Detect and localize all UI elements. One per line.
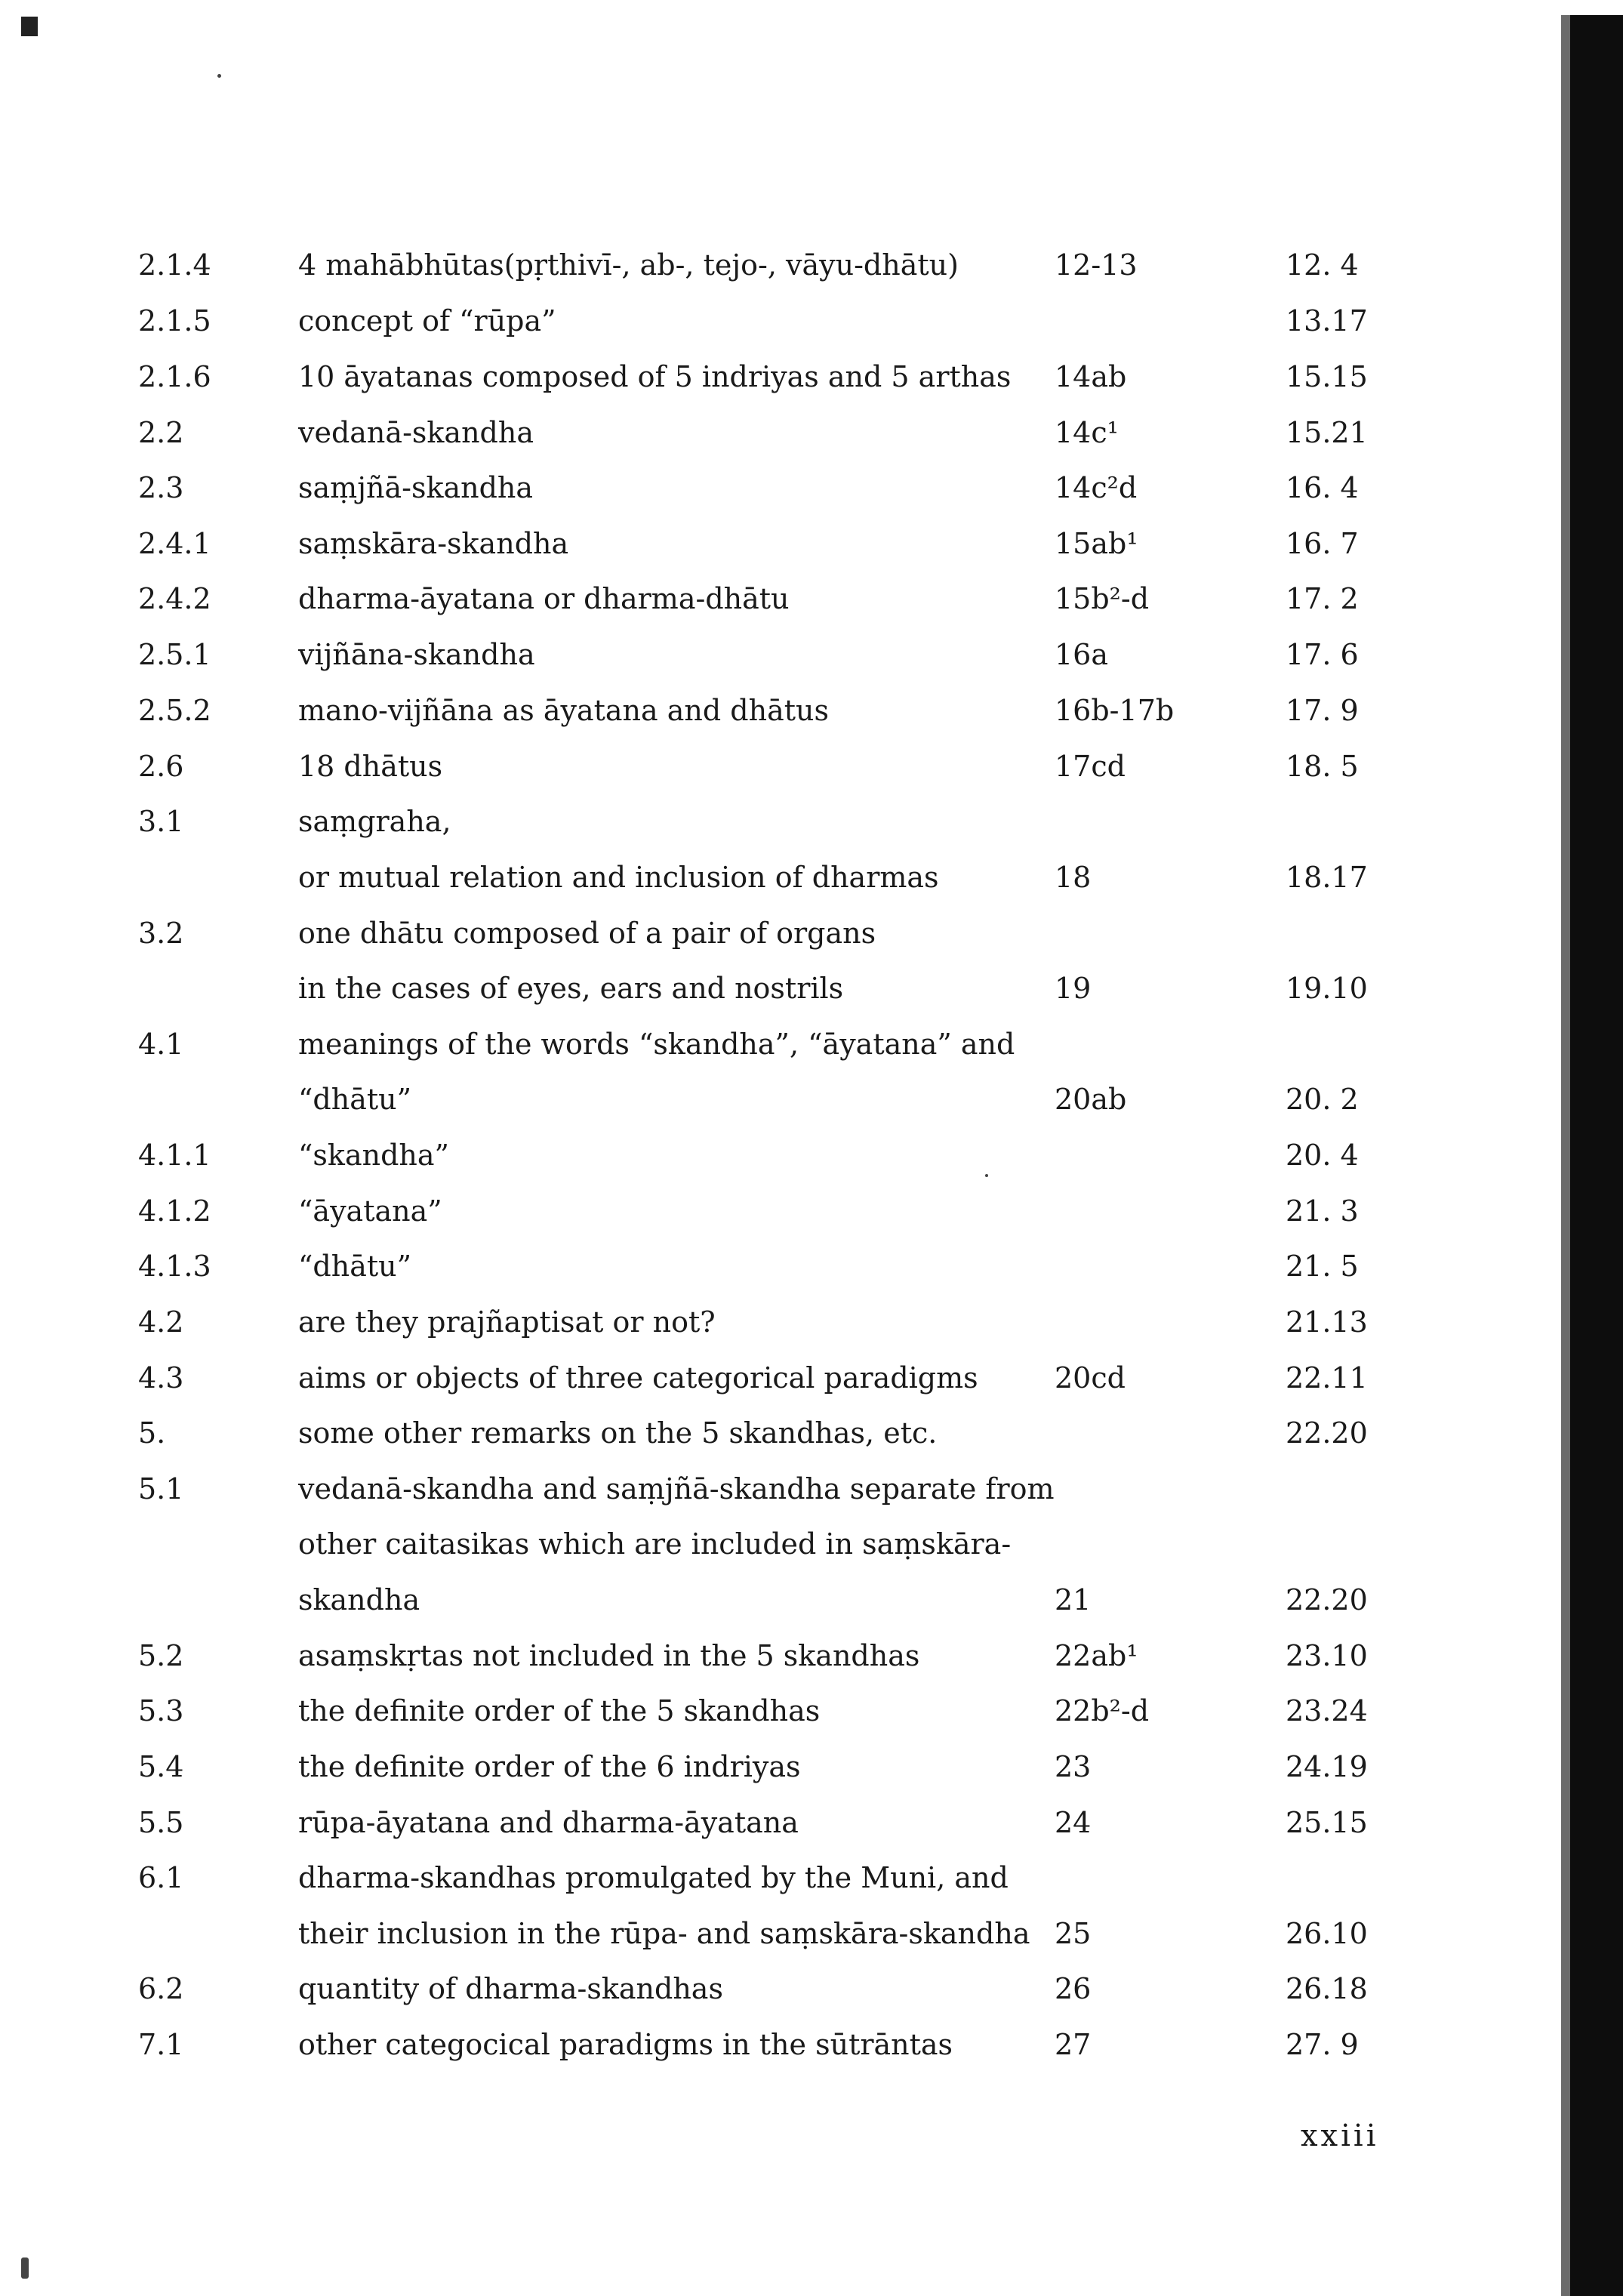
contents-row xyxy=(0,797,1623,846)
section-number: 4.1.1 xyxy=(138,1139,211,1172)
page-ref: 16. 7 xyxy=(1286,527,1359,560)
topic-text: “āyatana” xyxy=(298,1194,442,1228)
verse-ref: 15ab¹ xyxy=(1055,527,1138,560)
contents-row xyxy=(0,408,1623,457)
contents-row xyxy=(0,1798,1623,1847)
section-number: 2.5.2 xyxy=(138,694,211,727)
topic-text: asaṃskṛtas not included in the 5 skandhas xyxy=(298,1639,920,1672)
page-ref: 25.15 xyxy=(1286,1806,1368,1839)
page-ref: 20. 2 xyxy=(1286,1083,1359,1116)
topic-text: the definite order of the 5 skandhas xyxy=(298,1694,821,1727)
page-ref: 12. 4 xyxy=(1286,248,1359,282)
section-number: 6.2 xyxy=(138,1972,184,2005)
page-ref: 18.17 xyxy=(1286,861,1368,894)
page-ref: 15.21 xyxy=(1286,416,1368,449)
section-number: 4.3 xyxy=(138,1361,184,1395)
contents-row xyxy=(0,519,1623,568)
contents-row xyxy=(0,853,1623,901)
verse-ref: 26 xyxy=(1055,1972,1092,2005)
section-number: 2.6 xyxy=(138,750,184,783)
page-ref: 21. 3 xyxy=(1286,1194,1359,1228)
topic-text: vedanā-skandha and saṃjñā-skandha separate from xyxy=(298,1472,1055,1505)
verse-ref: 21 xyxy=(1055,1583,1092,1616)
section-number: 2.5.1 xyxy=(138,638,211,671)
section-number: 2.4.2 xyxy=(138,582,211,615)
verse-ref: 16a xyxy=(1055,638,1109,671)
section-number: 5.3 xyxy=(138,1694,184,1727)
contents-row xyxy=(0,1131,1623,1179)
topic-text: quantity of dharma-skandhas xyxy=(298,1972,723,2005)
page-ref: 22.20 xyxy=(1286,1583,1368,1616)
section-number: 4.1 xyxy=(138,1028,184,1061)
section-number: 2.1.5 xyxy=(138,304,211,337)
topic-text: dharma-skandhas promulgated by the Muni, and xyxy=(298,1861,1009,1894)
speck xyxy=(21,2257,29,2279)
contents-row xyxy=(0,2020,1623,2069)
topic-text: “dhātu” xyxy=(298,1083,412,1116)
page-ref: 15.15 xyxy=(1286,360,1368,393)
topic-text: aims or objects of three categorical paradigms xyxy=(298,1361,978,1395)
contents-row xyxy=(0,1020,1623,1068)
contents-row xyxy=(0,241,1623,289)
contents-row xyxy=(0,1854,1623,1902)
contents-row xyxy=(0,1354,1623,1402)
contents-row xyxy=(0,1743,1623,1791)
contents-row xyxy=(0,1298,1623,1346)
verse-ref: 12-13 xyxy=(1055,248,1138,282)
topic-text: 18 dhātus xyxy=(298,750,443,783)
page-ref: 23.24 xyxy=(1286,1694,1368,1727)
page-ref: 17. 9 xyxy=(1286,694,1359,727)
contents-row xyxy=(0,1520,1623,1568)
section-number: 2.3 xyxy=(138,471,184,504)
page-ref: 21.13 xyxy=(1286,1305,1368,1339)
topic-text: 4 mahābhūtas(pṛthivī-, ab-, tejo-, vāyu-dhātu) xyxy=(298,248,959,282)
topic-text: saṃskāra-skandha xyxy=(298,527,569,560)
page-ref: 26.18 xyxy=(1286,1972,1368,2005)
topic-text: vedanā-skandha xyxy=(298,416,534,449)
verse-ref: 14ab xyxy=(1055,360,1127,393)
topic-text: 10 āyatanas composed of 5 indriyas and 5 arthas xyxy=(298,360,1012,393)
section-number: 7.1 xyxy=(138,2028,184,2061)
section-number: 4.1.2 xyxy=(138,1194,211,1228)
contents-row xyxy=(0,297,1623,345)
topic-text: vijñāna-skandha xyxy=(298,638,535,671)
page-ref: 26.10 xyxy=(1286,1917,1368,1950)
section-number: 2.1.4 xyxy=(138,248,211,282)
verse-ref: 24 xyxy=(1055,1806,1092,1839)
verse-ref: 19 xyxy=(1055,972,1092,1005)
contents-row xyxy=(0,1576,1623,1624)
contents-row xyxy=(0,964,1623,1012)
contents-row xyxy=(0,353,1623,401)
page-ref: 20. 4 xyxy=(1286,1139,1359,1172)
page-ref: 21. 5 xyxy=(1286,1250,1359,1283)
contents-row xyxy=(0,686,1623,735)
contents-row xyxy=(0,1965,1623,2013)
topic-text: some other remarks on the 5 skandhas, etc. xyxy=(298,1416,938,1450)
contents-row xyxy=(0,742,1623,791)
verse-ref: 20cd xyxy=(1055,1361,1126,1395)
contents-row xyxy=(0,1687,1623,1735)
page-ref: 13.17 xyxy=(1286,304,1368,337)
verse-ref: 22b²-d xyxy=(1055,1694,1150,1727)
contents-row xyxy=(0,1909,1623,1958)
topic-text: “skandha” xyxy=(298,1139,449,1172)
verse-ref: 15b²-d xyxy=(1055,582,1150,615)
contents-row xyxy=(0,464,1623,512)
contents-row xyxy=(0,1075,1623,1123)
section-number: 4.2 xyxy=(138,1305,184,1339)
verse-ref: 22ab¹ xyxy=(1055,1639,1138,1672)
verse-ref: 16b-17b xyxy=(1055,694,1175,727)
topic-text: skandha xyxy=(298,1583,420,1616)
verse-ref: 17cd xyxy=(1055,750,1126,783)
contents-row xyxy=(0,630,1623,679)
verse-ref: 25 xyxy=(1055,1917,1092,1950)
section-number: 5.4 xyxy=(138,1750,184,1783)
verse-ref: 23 xyxy=(1055,1750,1092,1783)
contents-row xyxy=(0,575,1623,623)
page-ref: 17. 6 xyxy=(1286,638,1359,671)
verse-ref: 27 xyxy=(1055,2028,1092,2061)
page-ref: 19.10 xyxy=(1286,972,1368,1005)
topic-text: rūpa-āyatana and dharma-āyatana xyxy=(298,1806,799,1839)
speck xyxy=(217,74,221,78)
topic-text: the definite order of the 6 indriyas xyxy=(298,1750,801,1783)
topic-text: concept of “rūpa” xyxy=(298,304,556,337)
topic-text: other categocical paradigms in the sūtrāntas xyxy=(298,2028,953,2061)
verse-ref: 14c²d xyxy=(1055,471,1138,504)
page-ref: 23.10 xyxy=(1286,1639,1368,1672)
section-number: 5. xyxy=(138,1416,166,1450)
topic-text: meanings of the words “skandha”, “āyatana” and xyxy=(298,1028,1015,1061)
section-number: 5.5 xyxy=(138,1806,184,1839)
topic-text: “dhātu” xyxy=(298,1250,412,1283)
page-ref: 24.19 xyxy=(1286,1750,1368,1783)
topic-text: dharma-āyatana or dharma-dhātu xyxy=(298,582,790,615)
page-ref: 18. 5 xyxy=(1286,750,1359,783)
section-number: 3.1 xyxy=(138,805,184,838)
section-number: 2.1.6 xyxy=(138,360,211,393)
topic-text: their inclusion in the rūpa- and saṃskāra-skandha xyxy=(298,1917,1030,1950)
contents-row xyxy=(0,1632,1623,1680)
topic-text: are they prajñaptisat or not? xyxy=(298,1305,716,1339)
section-number: 3.2 xyxy=(138,917,184,950)
contents-row xyxy=(0,1187,1623,1235)
section-number: 2.4.1 xyxy=(138,527,211,560)
verse-ref: 20ab xyxy=(1055,1083,1127,1116)
topic-text: in the cases of eyes, ears and nostrils xyxy=(298,972,844,1005)
contents-row xyxy=(0,1242,1623,1290)
page-ref: 27. 9 xyxy=(1286,2028,1359,2061)
topic-text: one dhātu composed of a pair of organs xyxy=(298,917,876,950)
page-number: xxiii xyxy=(1301,2119,1379,2153)
verse-ref: 18 xyxy=(1055,861,1092,894)
topic-text: mano-vijñāna as āyatana and dhātus xyxy=(298,694,829,727)
section-number: 4.1.3 xyxy=(138,1250,211,1283)
topic-text: other caitasikas which are included in saṃskāra- xyxy=(298,1527,1012,1561)
contents-row xyxy=(0,1465,1623,1513)
page-ref: 17. 2 xyxy=(1286,582,1359,615)
page-ref: 22.11 xyxy=(1286,1361,1368,1395)
section-number: 6.1 xyxy=(138,1861,184,1894)
page-ref: 16. 4 xyxy=(1286,471,1359,504)
contents-row xyxy=(0,909,1623,957)
corner-mark xyxy=(21,17,38,36)
verse-ref: 14c¹ xyxy=(1055,416,1119,449)
section-number: 5.2 xyxy=(138,1639,184,1672)
contents-row xyxy=(0,1409,1623,1457)
topic-text: saṃjñā-skandha xyxy=(298,471,534,504)
topic-text: saṃgraha, xyxy=(298,805,451,838)
page-ref: 22.20 xyxy=(1286,1416,1368,1450)
section-number: 2.2 xyxy=(138,416,184,449)
section-number: 5.1 xyxy=(138,1472,184,1505)
topic-text: or mutual relation and inclusion of dharmas xyxy=(298,861,939,894)
